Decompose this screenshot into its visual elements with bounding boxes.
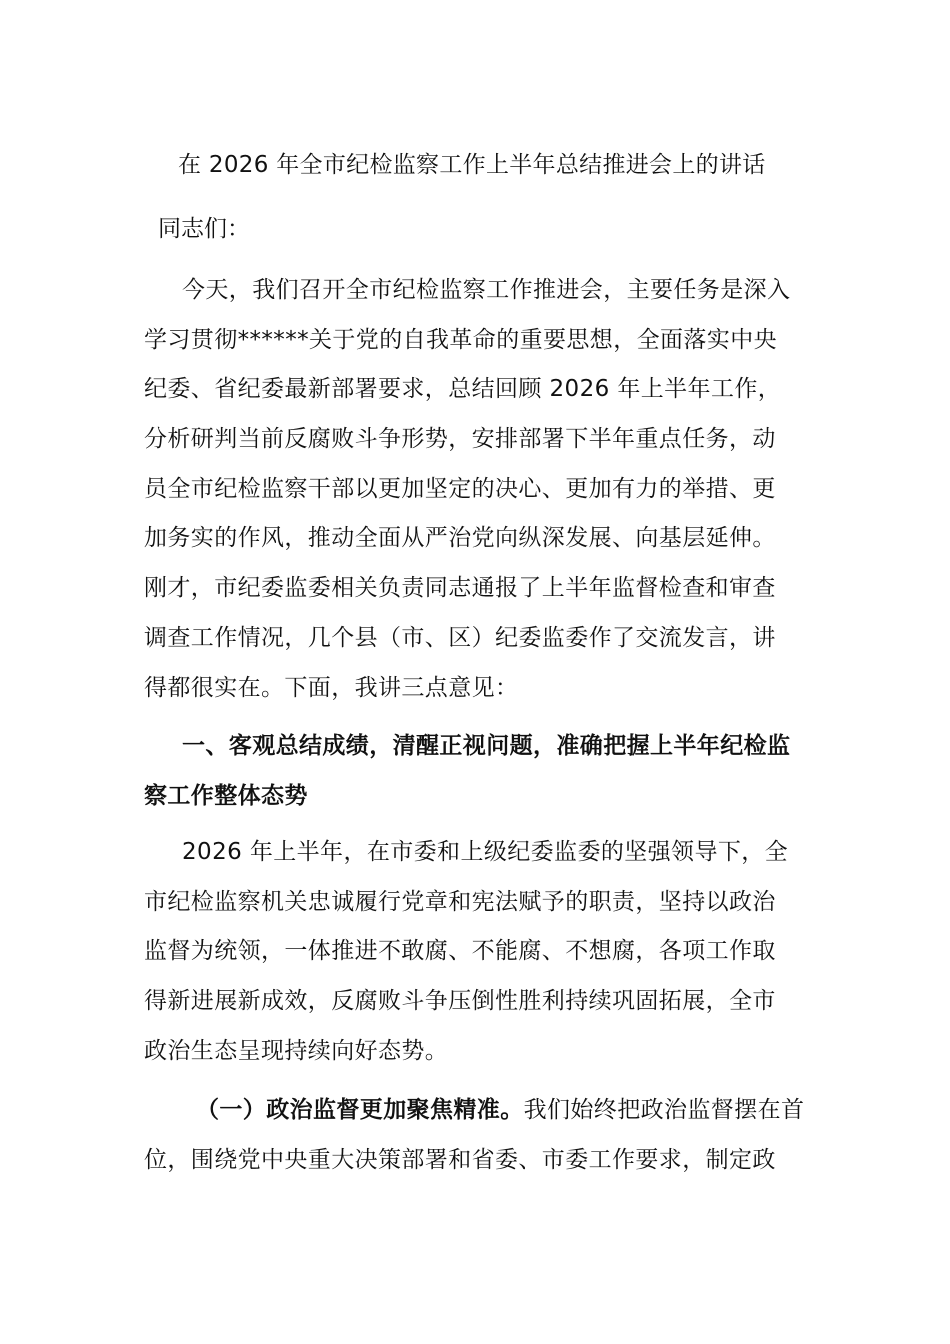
paragraph-line: 学习贯彻******关于党的自我革命的重要思想，全面落实中央 [144,326,777,353]
heading-line: 一、客观总结成绩，清醒正视问题，准确把握上半年纪检监 [182,733,791,759]
salutation: 同志们： [158,216,250,242]
paragraph-line: 政治生态呈现持续向好态势。 [144,1037,449,1064]
paragraph-line: 监督为统领，一体推进不敢腐、不能腐、不想腐，各项工作取 [144,938,776,965]
paragraph-line: 2026 年上半年，在市委和上级纪委监委的坚强领导下，全 [182,839,789,865]
paragraph-line: 刚才，市纪委监委相关负责同志通报了上半年监督检查和审查 [144,575,776,602]
paragraph-political-supervision [144,1086,808,1185]
paragraph-line: 员全市纪检监察干部以更加坚定的决心、更加有力的举措、更 [144,475,776,502]
paragraph-summary [144,828,808,1076]
paragraph-line: 位，围绕党中央重大决策部署和省委、市委工作要求，制定政 [144,1146,776,1173]
paragraph-line: 调查工作情况，几个县（市、区）纪委监委作了交流发言，讲 [144,624,776,651]
heading-line: 察工作整体态势 [144,782,308,809]
paragraph-line: 得都很实在。下面，我讲三点意见： [144,674,519,701]
document-title: 在 2026 年全市纪检监察工作上半年总结推进会上的讲话 [178,152,766,178]
paragraph-line [144,1086,808,1136]
paragraph-line: 得新进展新成效，反腐败斗争压倒性胜利持续巩固拓展，全市 [144,988,776,1015]
section-heading-1 [144,722,808,821]
paragraph-line: 加务实的作风，推动全面从严治党向纵深发展、向基层延伸。 [144,525,776,552]
subheading-lead: （一）政治监督更加聚焦精准。 [196,1097,524,1123]
subheading-rest: 我们始终把政治监督摆在首 [523,1097,805,1123]
paragraph-line: 纪委、省纪委最新部署要求，总结回顾 2026 年上半年工作， [144,376,782,403]
paragraph-line: 今天，我们召开全市纪检监察工作推进会，主要任务是深入 [182,277,791,303]
paragraph-opening [144,266,808,713]
paragraph-line: 分析研判当前反腐败斗争形势，安排部署下半年重点任务，动 [144,426,776,453]
paragraph-line: 市纪检监察机关忠诚履行党章和宪法赋予的职责，坚持以政治 [144,888,776,915]
